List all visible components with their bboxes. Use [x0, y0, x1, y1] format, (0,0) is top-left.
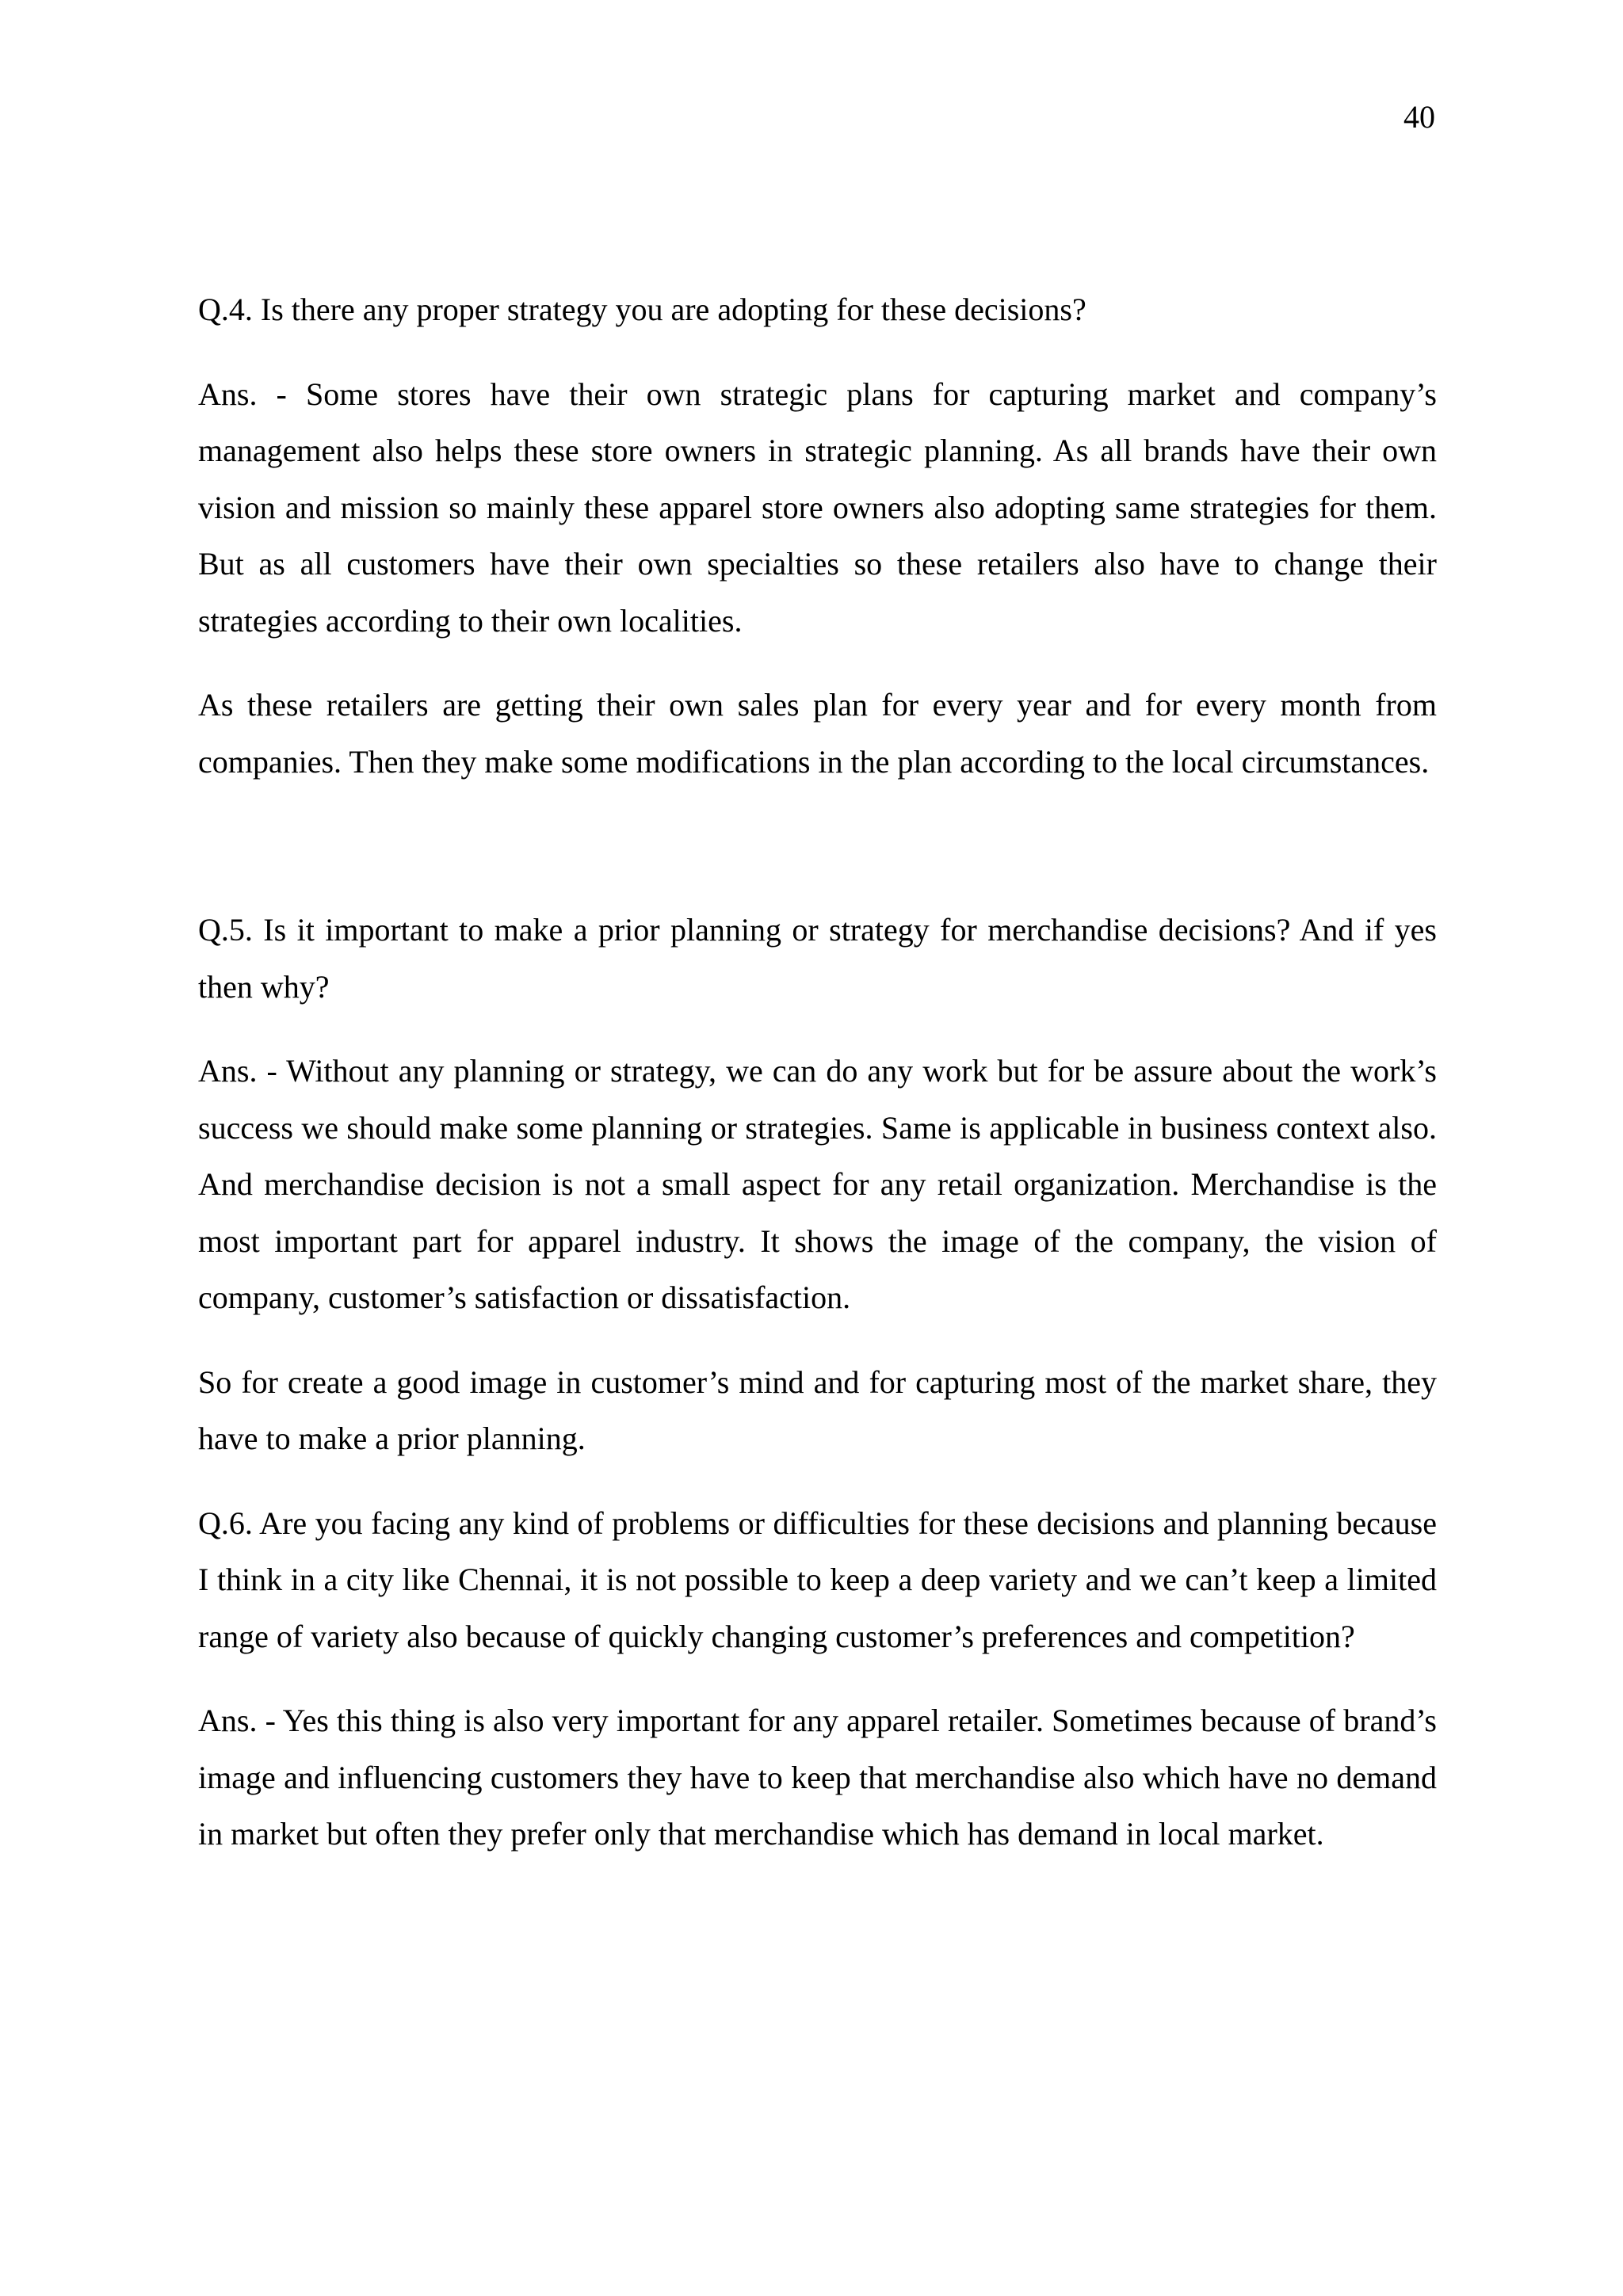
- question-5: Q.5. Is it important to make a prior planning or strategy for merchandise decisions? And if yes then why?: [198, 912, 1437, 1005]
- page-body: [198, 281, 1437, 1863]
- answer-6-paragraph-1: Ans. - Yes this thing is also very important for any apparel retailer. Sometimes because of brand’s image and influencing customers they have to keep that merchandise also which have no demand in market but often they prefer only that merchandise which has demand in local market.: [198, 1703, 1437, 1852]
- answer-5-paragraph-2: So for create a good image in customer’s mind and for capturing most of the market share, they have to make a prior planning.: [198, 1363, 1437, 1456]
- answer-5-paragraph-1: Ans. - Without any planning or strategy, we can do any work but for be assure about the work’s success we should make some planning or strategies. Same is applicable in business context also. And merchandise decision is not a small aspect for any retail organization. Merchandise is the most important part for apparel industry. It shows the image of the company, the vision of company, customer’s satisfaction or dissatisfaction.: [198, 1053, 1437, 1315]
- page-number: 40: [1403, 99, 1435, 135]
- question-6: Q.6. Are you facing any kind of problems or difficulties for these decisions and planning because I think in a city like Chennai, it is not possible to keep a deep variety and we can’t keep a limited range of variety also because of quickly changing customer’s preferences and competition?: [198, 1505, 1437, 1654]
- question-4: Q.4. Is there any proper strategy you are adopting for these decisions?: [198, 292, 1086, 327]
- answer-4-paragraph-1: Ans. - Some stores have their own strategic plans for capturing market and company’s management also helps these store owners in strategic planning. As all brands have their own vision and mission so mainly these apparel store owners also adopting same strategies for them. But as all customers have their own specialties so these retailers also have to change their strategies according to their own localities.: [198, 376, 1437, 639]
- answer-4-paragraph-2: As these retailers are getting their own sales plan for every year and for every month from companies. Then they make some modifications in the plan according to the local circumstances.: [198, 687, 1437, 780]
